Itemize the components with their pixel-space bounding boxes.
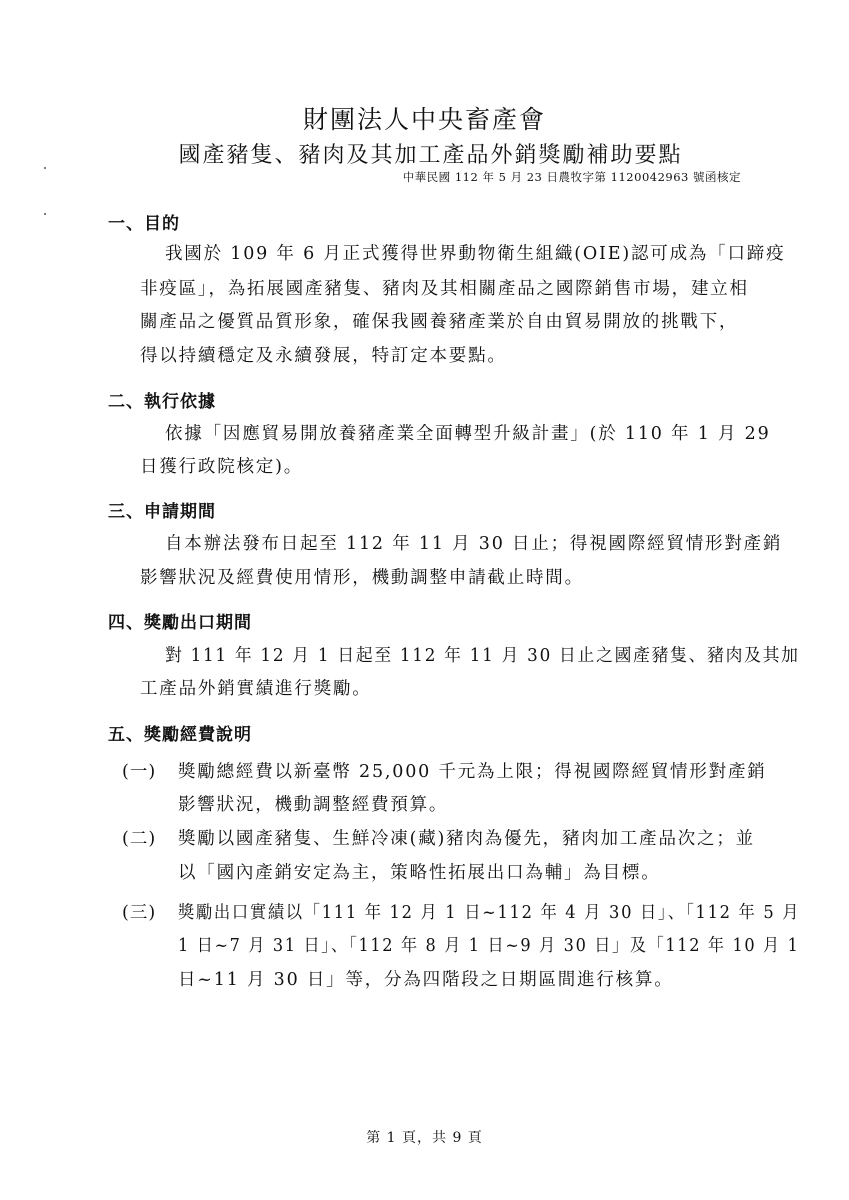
item-label: (一)	[122, 762, 157, 782]
item-label: (三)	[122, 903, 157, 923]
page-number: 第 1 頁，共 9 頁	[366, 1130, 483, 1146]
section-text-line: 日獲行政院核定)。	[140, 457, 304, 477]
section-text-line: 得以持續穩定及永續發展，特訂定本要點。	[140, 346, 507, 366]
section-heading-basis: 二、執行依據	[108, 392, 216, 412]
section-text-line: 非疫區」，為拓展國產豬隻、豬肉及其相關產品之國際銷售市場，建立相	[140, 279, 749, 299]
section-text-line: 工產品外銷實績進行獎勵。	[140, 679, 372, 699]
section-heading-funding: 五、獎勵經費說明	[108, 725, 252, 745]
approval-note: 中華民國 112 年 5 月 23 日農牧字第 1120042963 號函核定	[402, 170, 741, 184]
section-text-line: 關產品之優質品質形象，確保我國養豬產業於自由貿易開放的挑戰下，	[140, 312, 739, 332]
document-title: 國產豬隻、豬肉及其加工產品外銷獎勵補助要點	[178, 143, 683, 168]
item-text-line: 日~11 月 30 日」等，分為四階段之日期區間進行核算。	[178, 970, 674, 990]
item-text-line: 獎勵以國產豬隻、生鮮冷凍(藏)豬肉為優先，豬肉加工產品次之；並	[178, 829, 755, 849]
item-text-line: 影響狀況，機動調整經費預算。	[178, 795, 449, 815]
section-text-line: 自本辦法發布日起至 112 年 11 月 30 日止；得視國際經貿情形對產銷	[165, 534, 783, 554]
section-heading-application-period: 三、申請期間	[108, 502, 216, 522]
section-heading-export-period: 四、獎勵出口期間	[108, 613, 252, 633]
item-label: (二)	[122, 829, 157, 849]
section-text-line: 我國於 109 年 6 月正式獲得世界動物衛生組織(OIE)認可成為「口蹄疫	[165, 244, 786, 264]
section-text-line: 對 111 年 12 月 1 日起至 112 年 11 月 30 日止之國產豬隻、豬肉及其加	[165, 646, 800, 666]
item-text-line: 1 日~7 月 31 日」、「112 年 8 月 1 日~9 月 30 日」及「112 年 10 月 1	[178, 936, 800, 956]
scan-speck	[44, 213, 46, 215]
item-text-line: 獎勵總經費以新臺幣 25,000 千元為上限；得視國際經貿情形對產銷	[178, 762, 767, 782]
item-text-line: 獎勵出口實績以「111 年 12 月 1 日~112 年 4 月 30 日」、「112 年 5 月	[178, 903, 801, 923]
org-name: 財團法人中央畜產會	[302, 105, 546, 134]
section-text-line: 依據「因應貿易開放養豬產業全面轉型升級計畫」(於 110 年 1 月 29	[165, 424, 771, 444]
section-text-line: 影響狀況及經費使用情形，機動調整申請截止時間。	[140, 568, 584, 588]
item-text-line: 以「國內產銷安定為主，策略性拓展出口為輔」為目標。	[178, 863, 661, 883]
section-heading-purpose: 一、目的	[108, 214, 180, 234]
